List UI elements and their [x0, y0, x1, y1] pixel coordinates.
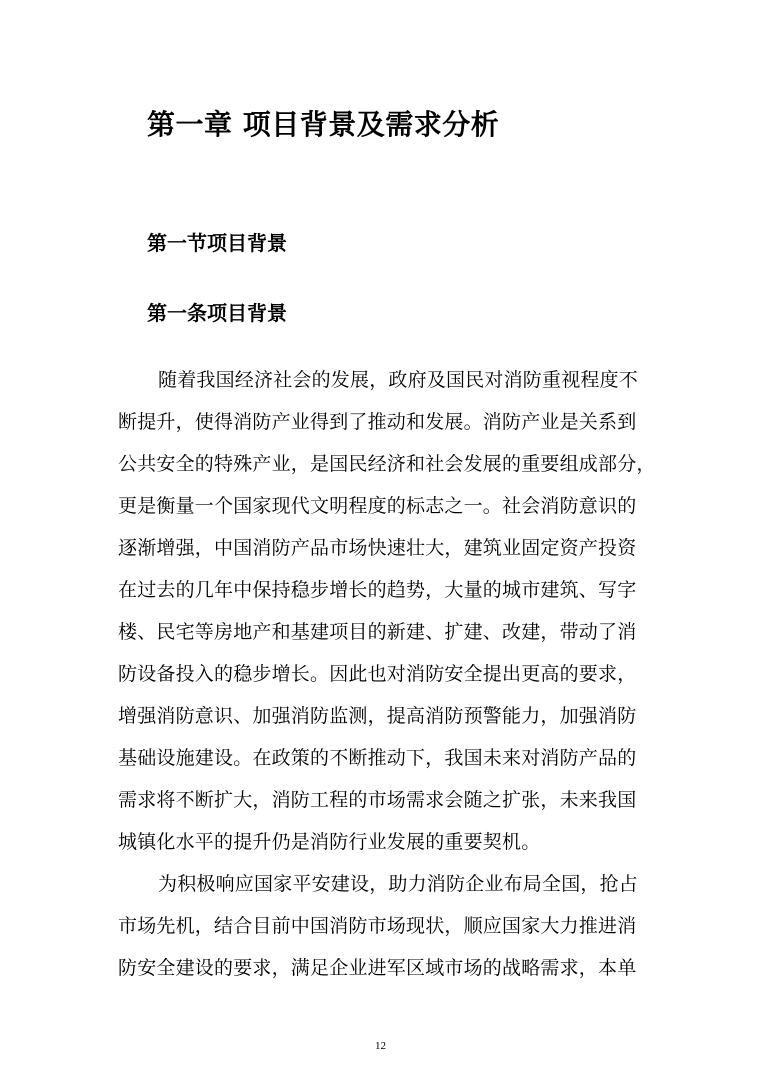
chapter-title: 第一章 项目背景及需求分析 [147, 108, 500, 141]
text-line: 公共安全的特殊产业，是国民经济和社会发展的重要组成部分， [118, 453, 656, 475]
article-title: 第一条项目背景 [147, 301, 287, 325]
text-line: 在过去的几年中保持稳步增长的趋势，大量的城市建筑、写字 [118, 579, 637, 601]
text-line: 逐渐增强，中国消防产品市场快速壮大，建筑业固定资产投资 [118, 537, 637, 559]
text-line: 更是衡量一个国家现代文明程度的标志之一。社会消防意识的 [118, 495, 637, 517]
page-number: 12 [375, 1040, 386, 1052]
text-line: 为积极响应国家平安建设，助力消防企业布局全国，抢占 [158, 873, 639, 895]
text-line: 增强消防意识、加强消防监测，提高消防预警能力，加强消防 [118, 705, 637, 727]
section-title: 第一节项目背景 [147, 231, 287, 255]
body-text [118, 365, 656, 995]
text-line: 防安全建设的要求，满足企业进军区域市场的战略需求，本单 [118, 957, 637, 979]
text-line: 随着我国经济社会的发展，政府及国民对消防重视程度不 [158, 369, 639, 391]
paragraph-2 [118, 869, 638, 995]
paragraph-1 [118, 365, 656, 869]
text-line: 楼、民宅等房地产和基建项目的新建、扩建、改建，带动了消 [118, 621, 637, 643]
text-line: 市场先机，结合目前中国消防市场现状，顺应国家大力推进消 [118, 915, 637, 937]
text-line: 基础设施建设。在政策的不断推动下，我国未来对消防产品的 [118, 747, 637, 769]
text-line: 断提升，使得消防产业得到了推动和发展。消防产业是关系到 [118, 411, 637, 433]
text-line: 防设备投入的稳步增长。因此也对消防安全提出更高的要求， [118, 663, 637, 685]
text-line: 城镇化水平的提升仍是消防行业发展的重要契机。 [118, 831, 541, 853]
text-line: 需求将不断扩大，消防工程的市场需求会随之扩张，未来我国 [118, 789, 637, 811]
